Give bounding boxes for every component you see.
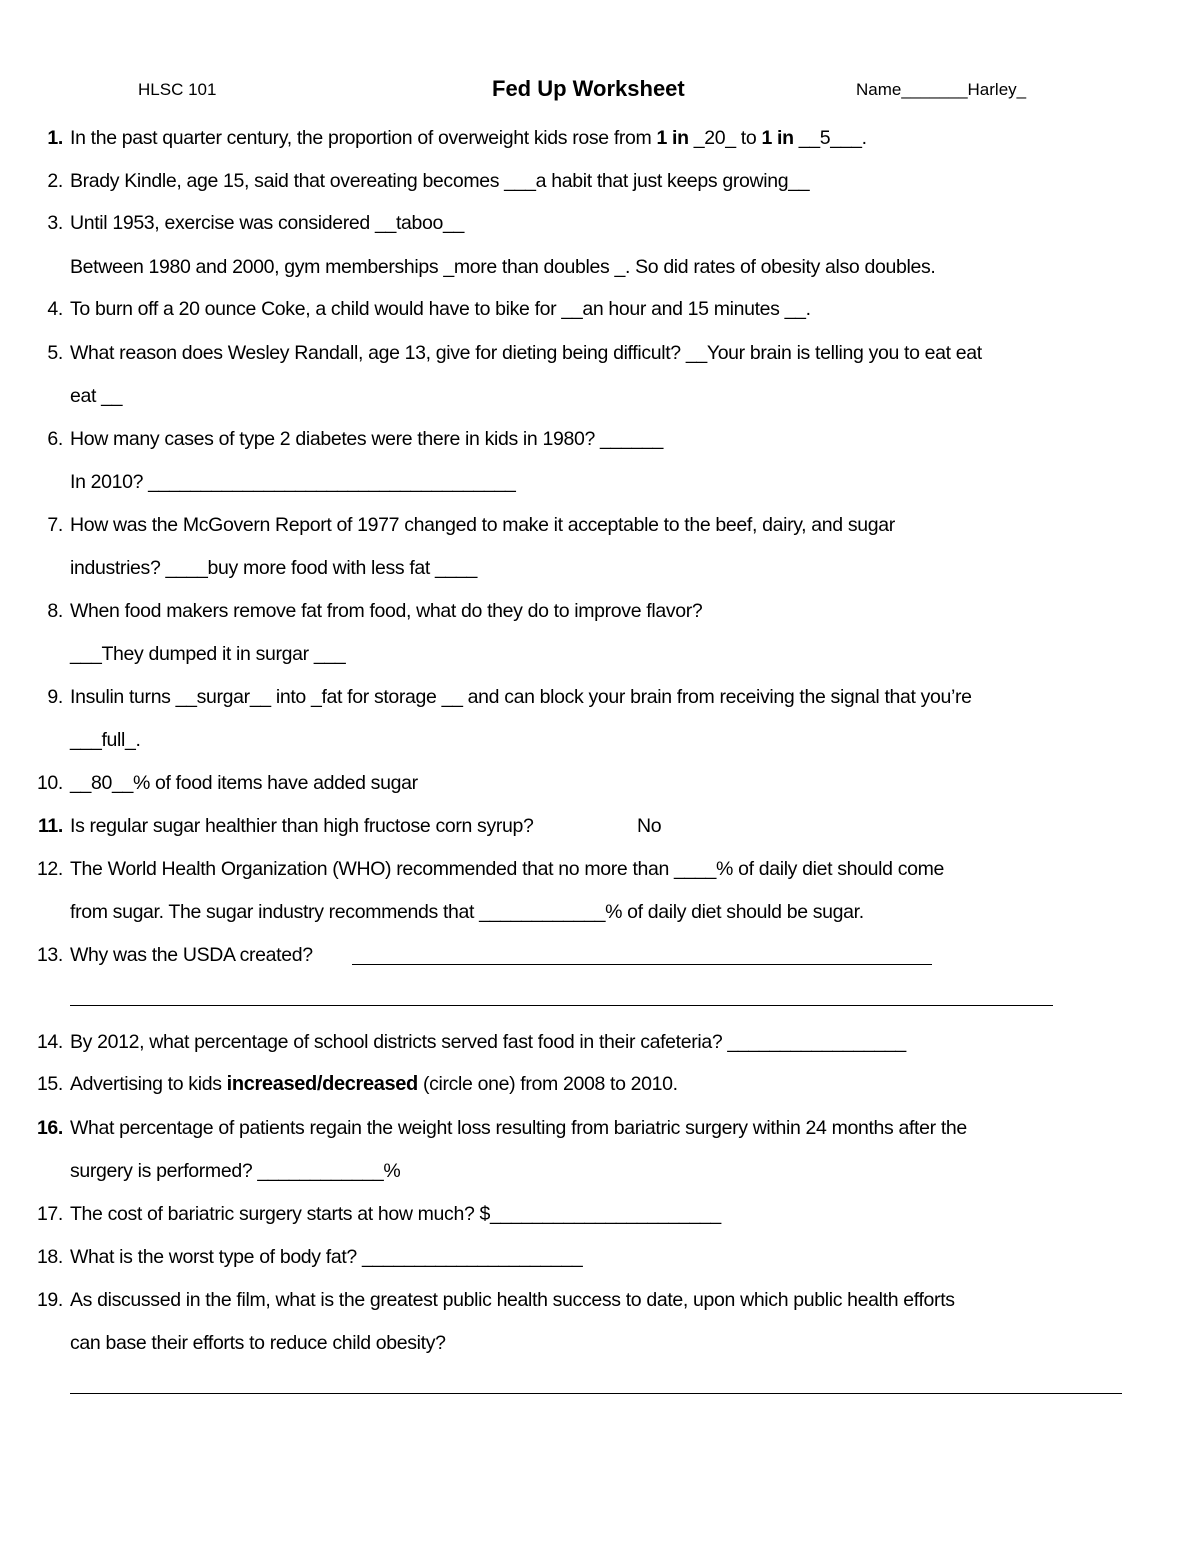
- question-text: How was the McGovern Report of 1977 changed to make it acceptable to the beef, dairy, and sugar: [70, 514, 895, 536]
- question-number: 11.: [38, 815, 63, 837]
- question-number: 2.: [47, 170, 63, 192]
- question-text: What reason does Wesley Randall, age 13, give for dieting being difficult? __Your brain is telling you to eat eat: [70, 342, 982, 364]
- question-number: 19.: [36, 1289, 63, 1311]
- question-text: __80__% of food items have added sugar: [70, 772, 418, 794]
- question-number: 12.: [36, 858, 63, 880]
- question-text: Is regular sugar healthier than high fructose corn syrup?: [70, 815, 534, 837]
- question-text: Brady Kindle, age 15, said that overeating becomes ___a habit that just keeps growing__: [70, 170, 810, 192]
- question-text: Until 1953, exercise was considered __taboo__: [70, 212, 465, 234]
- question-number: 6.: [47, 428, 63, 450]
- question-number: 14.: [36, 1031, 63, 1053]
- question-text: To burn off a 20 ounce Coke, a child would have to bike for __an hour and 15 minutes __.: [70, 298, 811, 320]
- question-number: 15.: [36, 1073, 63, 1095]
- question-text-continued: ___full_.: [70, 729, 141, 751]
- question-text: Why was the USDA created?: [70, 944, 313, 966]
- question-text-continued: surgery is performed? ____________%: [70, 1160, 401, 1182]
- question-number: 17.: [36, 1203, 63, 1225]
- name-field: Name_______Harley_: [856, 80, 1027, 99]
- question-text-continued: In 2010? ___________________________________: [70, 471, 516, 493]
- question-text: Advertising to kids increased/decreased (circle one) from 2008 to 2010.: [70, 1073, 678, 1095]
- answer-blank-line: [70, 1005, 1053, 1006]
- question-text: What is the worst type of body fat? _____________________: [70, 1246, 583, 1268]
- question-number: 9.: [47, 686, 63, 708]
- course-code: HLSC 101: [138, 80, 217, 99]
- question-text: By 2012, what percentage of school districts served fast food in their cafeteria? _________________: [70, 1031, 906, 1053]
- question-text: The cost of bariatric surgery starts at how much? $______________________: [70, 1203, 721, 1225]
- page-title: Fed Up Worksheet: [492, 76, 685, 101]
- question-number: 10.: [36, 772, 63, 794]
- question-number: 1.: [47, 127, 63, 149]
- question-text-continued: eat __: [70, 385, 123, 407]
- question-answer: No: [637, 815, 662, 837]
- question-text: What percentage of patients regain the weight loss resulting from bariatric surgery within 24 months after the: [70, 1117, 967, 1139]
- question-number: 16.: [36, 1117, 63, 1139]
- question-number: 8.: [47, 600, 63, 622]
- question-text-continued: industries? ____buy more food with less fat ____: [70, 557, 478, 579]
- question-number: 7.: [47, 514, 63, 536]
- question-text-continued: can base their efforts to reduce child obesity?: [70, 1332, 446, 1354]
- question-text-continued: from sugar. The sugar industry recommends that ____________% of daily diet should be sugar.: [70, 901, 864, 923]
- question-number: 3.: [47, 212, 63, 234]
- question-number: 13.: [36, 944, 63, 966]
- answer-blank-line: [70, 1393, 1122, 1394]
- question-number: 5.: [47, 342, 63, 364]
- question-text: How many cases of type 2 diabetes were there in kids in 1980? ______: [70, 428, 663, 450]
- question-text: As discussed in the film, what is the greatest public health success to date, upon which public health efforts: [70, 1289, 955, 1311]
- question-text-continued: Between 1980 and 2000, gym memberships _more than doubles _. So did rates of obesity also doubles.: [70, 256, 936, 278]
- answer-blank-line: [352, 964, 932, 965]
- question-number: 18.: [36, 1246, 63, 1268]
- question-text: When food makers remove fat from food, what do they do to improve flavor?: [70, 600, 703, 622]
- question-text: In the past quarter century, the proportion of overweight kids rose from 1 in _20_ to 1 in __5___.: [70, 127, 867, 149]
- question-text: Insulin turns __surgar__ into _fat for storage __ and can block your brain from receiving the signal that you’re: [70, 686, 972, 708]
- question-text: The World Health Organization (WHO) recommended that no more than ____% of daily diet should come: [70, 858, 944, 880]
- question-text-continued: ___They dumped it in surgar ___: [70, 643, 346, 665]
- question-number: 4.: [47, 298, 63, 320]
